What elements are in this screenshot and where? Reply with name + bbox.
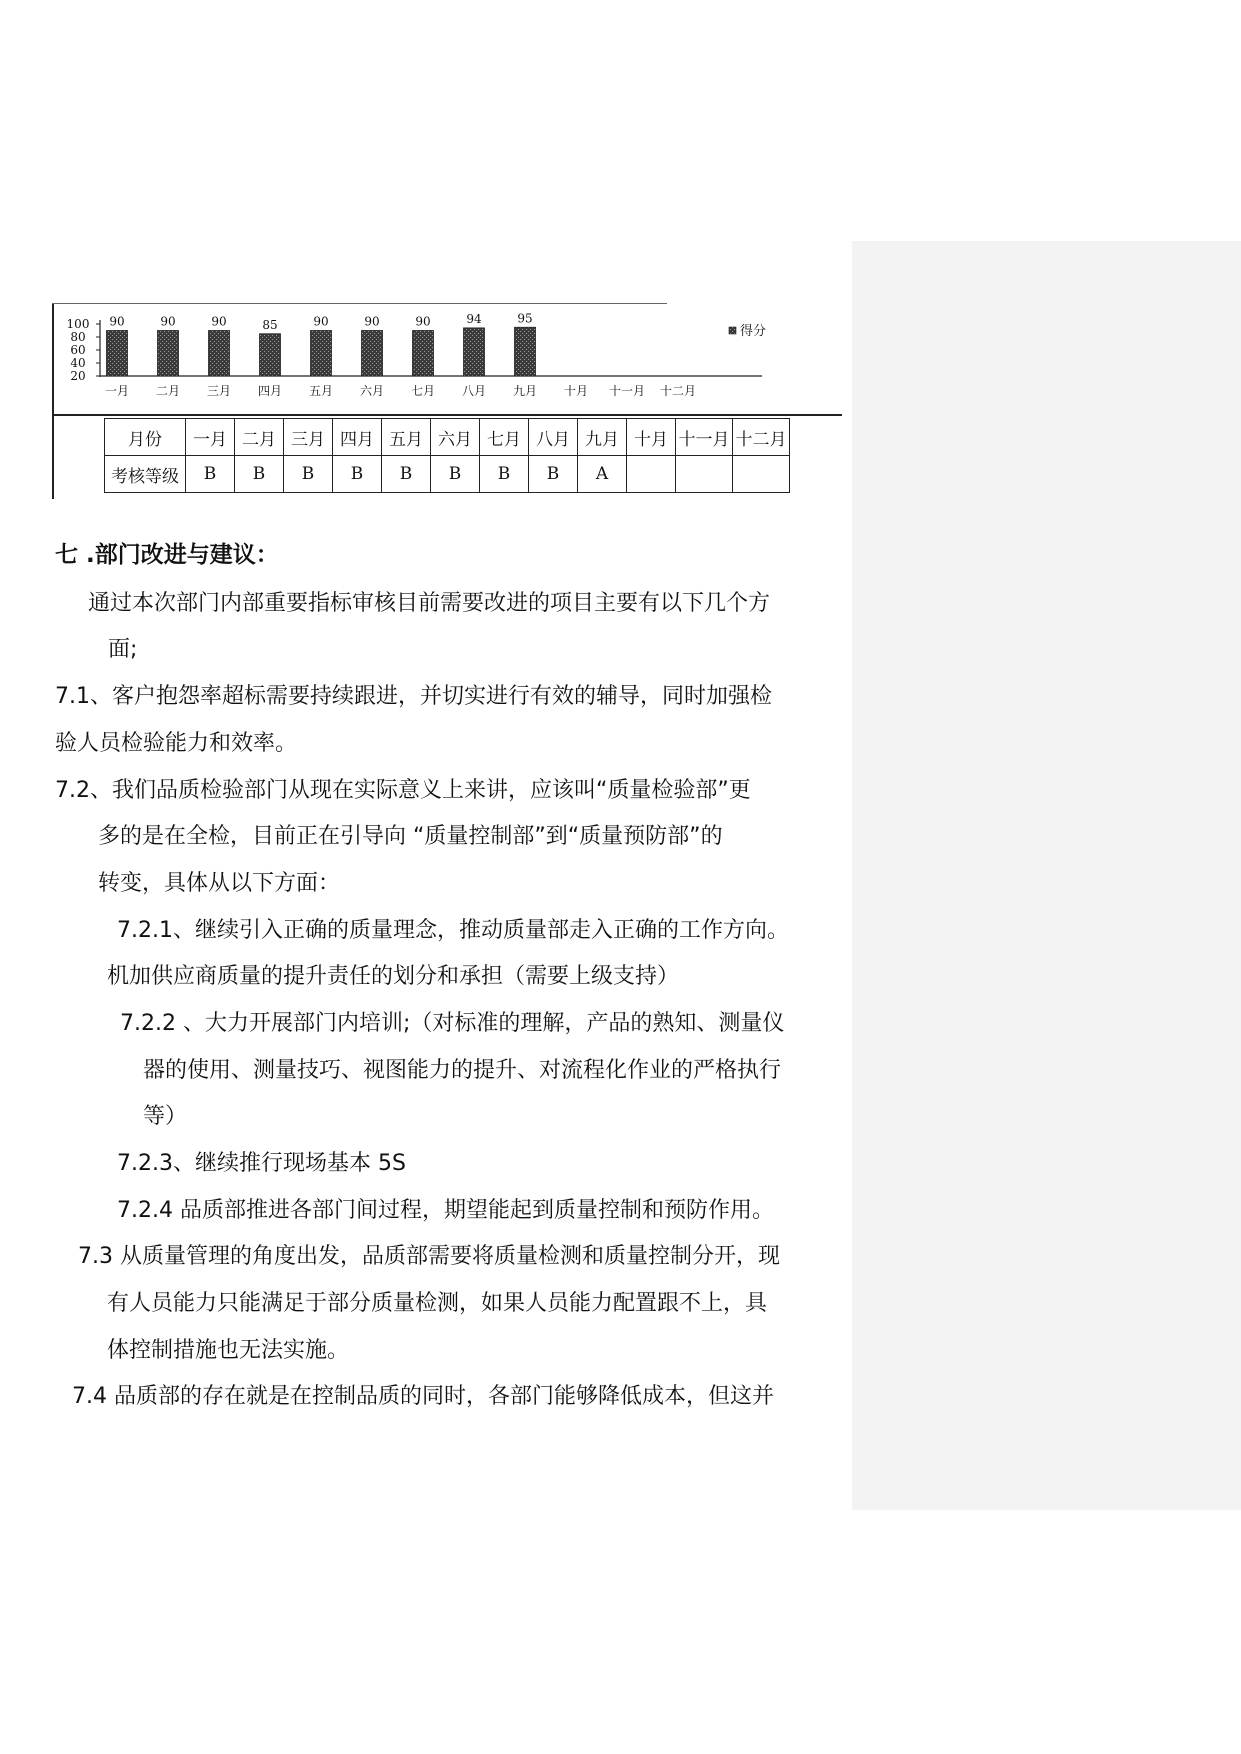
grade-cell: A <box>578 456 627 493</box>
paragraph-line: 验人员检验能力和效率。 <box>55 731 298 756</box>
x-tick-label: 十月 <box>563 384 589 398</box>
y-tick-label: 40 <box>70 356 86 370</box>
y-tick-label: 100 <box>66 317 90 331</box>
x-tick-label: 三月 <box>206 384 232 398</box>
grade-cell <box>733 456 790 493</box>
month-cell: 十二月 <box>733 419 790 456</box>
paragraph-line: 通过本次部门内部重要指标审核目前需要改进的项目主要有以下几个方 <box>88 591 771 616</box>
grade-cell <box>676 456 733 493</box>
grade-cell <box>627 456 676 493</box>
y-tick-label: 60 <box>70 343 86 357</box>
data-label: 95 <box>517 311 533 326</box>
grade-cell: B <box>382 456 431 493</box>
bar <box>209 331 230 377</box>
month-row-header: 月份 <box>105 419 186 456</box>
month-cell: 一月 <box>186 419 235 456</box>
data-label: 90 <box>364 314 380 329</box>
paragraph-line: 7.1、客户抱怨率超标需要持续跟进，并切实进行有效的辅导，同时加强检 <box>55 684 772 709</box>
x-tick-label: 十二月 <box>659 384 697 398</box>
score-bar-chart <box>52 303 842 415</box>
legend-label: 得分 <box>740 324 767 339</box>
month-cell: 七月 <box>480 419 529 456</box>
x-tick-label: 二月 <box>155 384 181 398</box>
data-label: 90 <box>109 314 125 329</box>
paragraph-line: 7.2.4 品质部推进各部门间过程，期望能起到质量控制和预防作用。 <box>117 1198 774 1223</box>
grade-cell: B <box>529 456 578 493</box>
paragraph-line: 7.2.3、继续推行现场基本 5S <box>117 1151 406 1176</box>
paragraph-line: 7.4 品质部的存在就是在控制品质的同时，各部门能够降低成本，但这并 <box>72 1384 774 1409</box>
grade-row <box>105 456 790 493</box>
data-label: 85 <box>262 317 278 332</box>
month-cell: 九月 <box>578 419 627 456</box>
paragraph-line: 体控制措施也无法实施。 <box>107 1338 350 1363</box>
bar <box>311 331 332 377</box>
bar <box>260 334 281 376</box>
paragraph-line: 机加供应商质量的提升责任的划分和承担（需要上级支持） <box>107 964 680 989</box>
paragraph-line: 7.2.2 、大力开展部门内培训;（对标准的理解，产品的熟知、测量仪 <box>120 1011 785 1036</box>
x-tick-label: 九月 <box>512 384 538 398</box>
paragraph-line: 有人员能力只能满足于部分质量检测，如果人员能力配置跟不上，具 <box>107 1291 768 1316</box>
y-tick-label: 80 <box>70 330 86 344</box>
x-tick-label: 五月 <box>308 384 334 398</box>
paragraph-line: 7.3 从质量管理的角度出发，品质部需要将质量检测和质量控制分开，现 <box>78 1244 780 1269</box>
month-row <box>105 419 790 456</box>
section-heading: 七 .部门改进与建议： <box>55 542 279 568</box>
grade-cell: B <box>480 456 529 493</box>
month-cell: 八月 <box>529 419 578 456</box>
x-tick-label: 七月 <box>410 384 436 398</box>
bar <box>413 331 434 377</box>
grade-cell: B <box>186 456 235 493</box>
data-label: 90 <box>415 314 431 329</box>
x-tick-label: 六月 <box>359 384 385 398</box>
bar <box>158 331 179 377</box>
month-cell: 五月 <box>382 419 431 456</box>
paragraph-line: 7.2、我们品质检验部门从现在实际意义上来讲，应该叫“质量检验部”更 <box>55 778 751 803</box>
data-label: 90 <box>160 314 176 329</box>
month-cell: 二月 <box>235 419 284 456</box>
month-cell: 四月 <box>333 419 382 456</box>
grade-row-header: 考核等级 <box>105 456 186 493</box>
month-cell: 六月 <box>431 419 480 456</box>
paragraph-line: 器的使用、测量技巧、视图能力的提升、对流程化作业的严格执行 <box>143 1058 782 1083</box>
comment-sidebar <box>852 241 1241 1510</box>
paragraph-line: 等） <box>143 1104 188 1129</box>
grade-table <box>104 418 790 493</box>
bar <box>515 327 536 376</box>
bar <box>107 331 128 377</box>
grade-cell: B <box>333 456 382 493</box>
grade-cell: B <box>235 456 284 493</box>
legend-swatch <box>729 327 736 334</box>
x-tick-label: 四月 <box>257 384 283 398</box>
paragraph-line: 7.2.1、继续引入正确的质量理念，推动质量部走入正确的工作方向。 <box>117 918 789 943</box>
month-cell: 十一月 <box>676 419 733 456</box>
grade-cell: B <box>284 456 333 493</box>
paragraph-line: 转变，具体从以下方面： <box>98 871 341 896</box>
paragraph-line: 多的是在全检，目前正在引导向 “质量控制部”到“质量预防部”的 <box>98 824 723 849</box>
data-label: 90 <box>313 314 329 329</box>
month-cell: 三月 <box>284 419 333 456</box>
bar <box>464 328 485 376</box>
data-label: 90 <box>211 314 227 329</box>
x-tick-label: 十一月 <box>608 384 646 398</box>
bar <box>362 331 383 377</box>
month-cell: 十月 <box>627 419 676 456</box>
grade-cell: B <box>431 456 480 493</box>
data-label: 94 <box>466 311 482 326</box>
y-tick-label: 20 <box>70 369 86 383</box>
x-tick-label: 一月 <box>104 384 130 398</box>
paragraph-line: 面; <box>108 637 138 662</box>
x-tick-label: 八月 <box>461 384 487 398</box>
